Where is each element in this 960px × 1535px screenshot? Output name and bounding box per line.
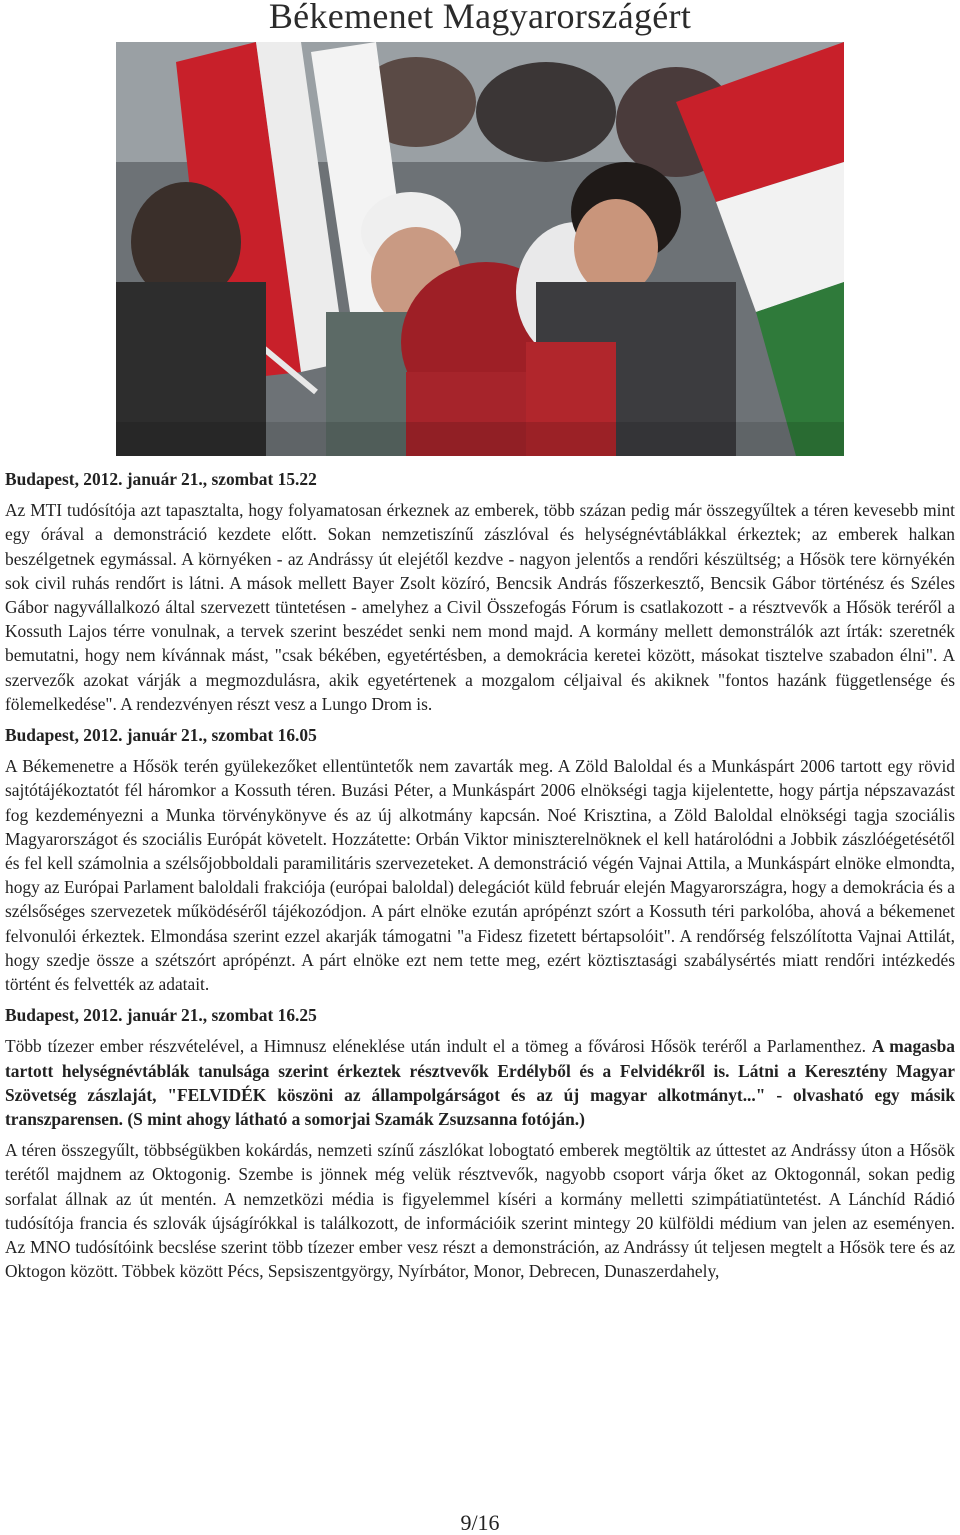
section-date: Budapest, 2012. január 21., szombat 16.05	[5, 725, 317, 746]
section-date: Budapest, 2012. január 21., szombat 15.22	[5, 469, 317, 489]
section-paragraph: A Békemenetre a Hősök terén gyülekezőket ellentüntetők nem zavarták meg. A Zöld Baloldal és a Munkáspárt 2006 tartott egy rövid sajtótájékoztatót fél háromkor a Kossuth téren. Buzási Péter, a Munkáspárt 2006 elnökségi tagja kijelentette, hogy pártja népszavazást fog kezdeményezni a Munka törvénykönyve és az új alkotmány kapcsán. Noé Krisztina, a Zöld Baloldal elnökségi tagja szociális Magyarországot és szociális Európát követelt. Hozzátette: Orbán Viktor miniszterelnöknek el kell határolódni a Jobbik zászlóégetésétől és fel kell számolnia a szélsőjobboldali paramilitáris szervezeteket. A demonstráció végén Vajnai Attila, a Munkáspárt elnöke elmondta, hogy az Európai Parlament baloldali frakciója (európai baloldal) delegációt küld február elején Magyarországra, hogy a demokrácia és a szélsőséges szervezetek működéséről tájékozódjon. A párt elnöke ezután aprópénzt szórt a Kossuth téri parkolóba, ahová a békemenet felvonulói érkeztek. Elmondása szerint ezzel akarják támogatni "a Fidesz fizetett bértapsolóit". A rendőrség felszólította Vajnai Attilát, hogy szedje össze a szétszórt aprópénzt. A párt elnöke ezt nem tette meg, ezért köztisztasági szabálysértés miatt rendőri intézkedés történt és felvették az adatait.	[5, 756, 955, 995]
section-paragraph: A téren összegyűlt, többségükben kokárdás, nemzeti színű zászlókat lobogtató emberek megtöltik az úttestet az Andrássy úton a Hősök terétől majdnem az Oktogonig. Szembe is jönnek még velük résztvevők, nagyobb csoport várja őket az Oktogonnál, sokan pedig sorfalat állnak az út mentén. A nemzetközi média is figyelemmel kíséri a kormány melletti szimpátiatüntetést. A Lánchíd Rádió tudósítója francia és szlovák újságírókkal is találkozott, de információik szerint mintegy 20 külföldi médium van jelen az eseményen. Az MNO tudósítóink becslése szerint több tízezer ember vesz részt a demonstráción, az Andrássy út teljesen megtelt a Hősök tere és az Oktogon között. Többek között Pécs, Sepsiszentgyörgy, Nyírbátor, Monor, Debrecen, Dunaszerdahely,	[5, 1140, 955, 1282]
section-paragraph: Az MTI tudósítója azt tapasztalta, hogy folyamatosan érkeznek az emberek, több százan pedig már összegyűltek a téren kevesebb mint egy órával a demonstráció kezdete előtt. Sokan nemzetiszínű zászlóval és helységnévtáblákkal érkeztek; az emberek halkan beszélgetnek egymással. A környéken - az Andrássy út elejétől kezdve - nagyon jelentős a rendőri készültség; a Hősök tere környékén sok civil ruhás rendőrt is látni. A mások mellett Bayer Zsolt közíró, Bencsik András főszerkesztő, Bencsik Gábor történész és Széles Gábor nagyvállalkozó által szervezett tüntetésen - amelyhez a Civil Összefogás Fórum is csatlakozott - a résztvevők a Hősök teréről a Kossuth Lajos térre vonulnak, a tervek szerint beszédet senki nem mond majd. A kormány mellett demonstrálók azt írták: szeretnék bemutatni, hogy nem kívánnak mást, "csak békében, egyetértésben, a demokrácia keretei között, másokat tisztelve szabadon élni". A szervezők azokat várják a megmozdulásra, akik egyetértenek a mozgalom céljaival és akiknek "fontos hazánk függetlensége és fölemelkedése". A rendezvényen részt vesz a Lungo Drom is.	[5, 500, 955, 714]
page-title: Békemenet Magyarországért	[268, 0, 692, 36]
demonstration-photo	[116, 42, 844, 456]
article-body	[5, 467, 955, 1291]
section-date: Budapest, 2012. január 21., szombat 16.25	[5, 1005, 317, 1026]
section-bold-text: A magasba tartott helységnévtáblák tanulsága szerint érkeztek résztvevők Erdélyből és a Felvidékről is. Látni a Keresztény Magyar Szövetség zászlaját, "FELVIDÉK köszöni az állampolgárságot és az új magyar alkotmányt..." - olvasható egy másik transzparensen. (S mint ahogy látható a somorjai Szamák Zsuzsanna fotóján.)	[5, 1036, 955, 1130]
crowd-with-flags-image	[116, 42, 844, 456]
page-number: 9/16	[460, 1510, 500, 1535]
section-intro-text: Több tízezer ember részvételével, a Himnusz eléneklése után indult el a tömeg a fővárosi Hősök teréről a Parlamenthez.	[5, 1036, 866, 1057]
section-paragraph	[5, 1034, 955, 1131]
